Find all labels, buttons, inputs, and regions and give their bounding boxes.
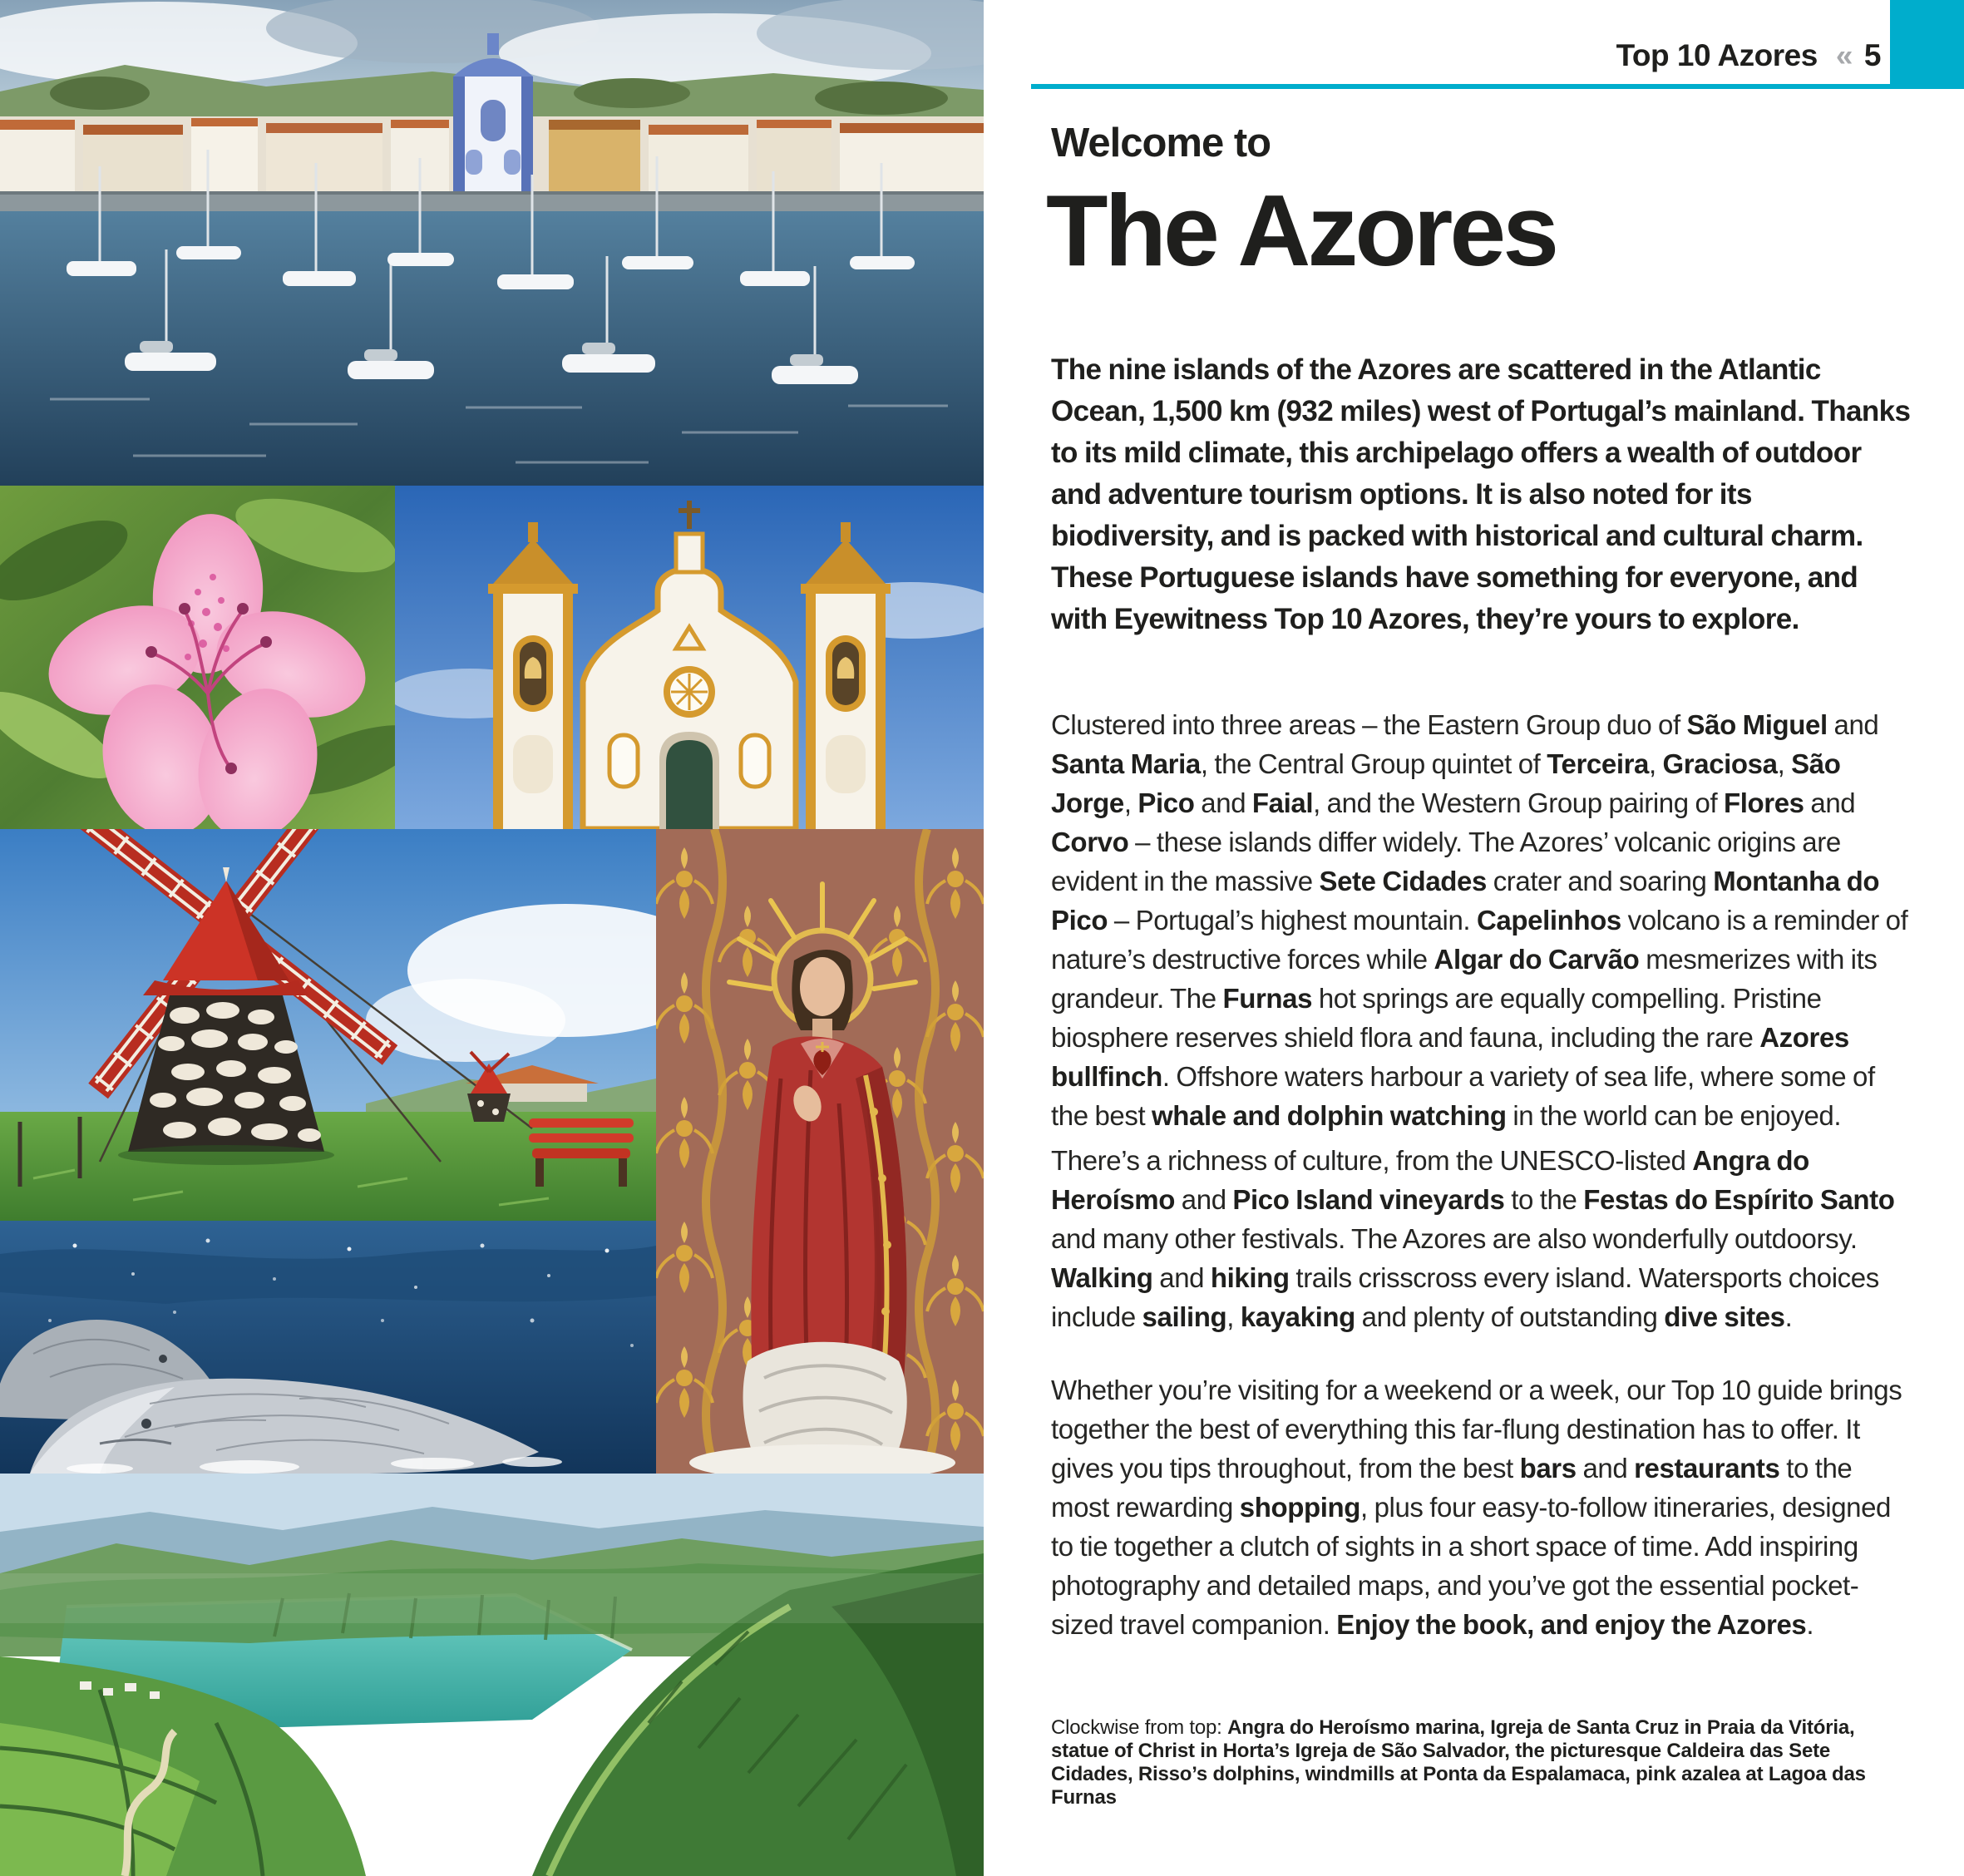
marina-illustration — [0, 0, 984, 486]
body-paragraph-islands: Clustered into three areas – the Eastern Group duo of São Miguel and Santa Maria, the Central Group quintet of Terceira, Graciosa, São Jorge, Pico and Faial, and the Western Group pairing of Flores and Corvo – these islands differ widely. The Azores’ volcanic origins are evident in the massive Sete Cidades crater and soaring Montanha do Pico – Portugal’s highest mountain. Capelinhos volcano is a reminder of nature’s destructive forces while Algar do Carvão mesmerizes with its grandeur. The Furnas hot springs are equally compelling. Pristine biosphere reserves shield flora and fauna, including the rare Azores bullfinch. Offshore waters harbour a variety of sea life, where some of the best whale and dolphin watching in the world can be enjoyed. — [1051, 709, 1908, 1131]
dolphins-illustration — [0, 1221, 656, 1474]
body-paragraph-guide: Whether you’re visiting for a weekend or a week, our Top 10 guide brings together the best of everything this far-flung destination has to offer. It gives you tips throughout, from the best bars and restaurants to the most rewarding shopping, plus four easy-to-follow itineraries, designed to tie together a clutch of sights in a short space of time. Add inspiring photography and detailed maps, and you’ve got the essential pocket-sized travel companion. Enjoy the book, and enjoy the Azores. — [1051, 1375, 1902, 1640]
accent-rule — [1031, 84, 1890, 89]
statue-illustration — [656, 829, 984, 1474]
book-title: Top 10 Azores — [1616, 38, 1818, 72]
church-illustration — [395, 486, 984, 829]
double-chevron-icon: « — [1835, 38, 1853, 72]
photo-azalea — [0, 486, 395, 829]
accent-corner-block — [1890, 0, 1964, 89]
photo-windmill — [0, 829, 656, 1221]
photo-statue — [656, 829, 984, 1474]
page-header — [1616, 38, 1881, 73]
photo-dolphins — [0, 1221, 656, 1474]
intro-paragraph: The nine islands of the Azores are scattered in the Atlantic Ocean, 1,500 km (932 miles) west of Portugal’s mainland. Thanks to its mild climate, this archipelago offers a wealth of outdoor and adventure tourism options. It is also noted for its biodiversity, and is packed with historical and cultural charm. These Portuguese islands have something for everyone, and with Eyewitness Top 10 Azores, they’re yours to explore. — [1051, 353, 1911, 635]
title-kicker: Welcome to — [1051, 121, 1271, 165]
photo-church — [395, 486, 984, 829]
photo-caption: Clockwise from top: Angra do Heroísmo marina, Igreja de Santa Cruz in Praia da Vitória, statue of Christ in Horta’s Igreja de São Salvador, the picturesque Caldeira das Sete Cidades, Risso’s dolphins, windmills at Ponta da Espalamaca, pink azalea at Lagoa das Furnas — [1051, 1716, 1866, 1809]
photo-caldera — [0, 1474, 984, 1876]
body-paragraph-culture: There’s a richness of culture, from the UNESCO-listed Angra do Heroísmo and Pico Island vineyards to the Festas do Espírito Santo and many other festivals. The Azores are also wonderfully outdoorsy. Walking and hiking trails crisscross every island. Watersports choices include sailing, kayaking and plenty of outstanding dive sites. — [1051, 1145, 1895, 1332]
caldera-illustration — [0, 1474, 984, 1876]
photo-marina — [0, 0, 984, 486]
page-number: 5 — [1863, 38, 1881, 72]
page-title: The Azores — [1046, 174, 1557, 287]
azalea-illustration — [0, 486, 395, 829]
windmill-illustration — [0, 829, 656, 1221]
